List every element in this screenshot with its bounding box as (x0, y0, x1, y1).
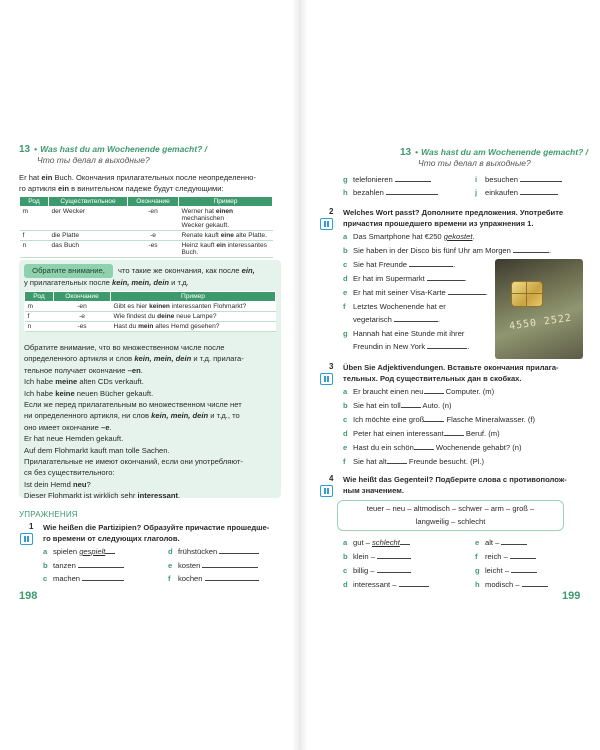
exercise-item: a gut – schlecht (343, 537, 410, 548)
answer-blank[interactable] (448, 287, 486, 295)
unit-header-right: 13 • Was hast du am Wochenende gemacht? / Что ты делал в выходные? (400, 147, 588, 168)
unit-title: Was hast du am Wochenende gemacht? / (40, 144, 207, 154)
exercise-item: h modisch – (475, 579, 548, 590)
exercise-item: b Sie haben in der Disco bis fünf Uhr am Morgen . (343, 246, 552, 255)
exercise-number: 3 (329, 362, 334, 371)
note-line-2: у прилагательных после kein, mein, dein и т.д. (24, 278, 189, 287)
answer-blank[interactable] (513, 245, 549, 253)
exercises-heading: УПРАЖНЕНИЯ (19, 510, 78, 519)
exercise-item: f kochen (168, 573, 259, 584)
note-line-1: что такие же окончания, как после ein, (118, 266, 255, 275)
exercise-item: e alt – (475, 537, 527, 548)
table-row: f -e Wie findest du deine neue Lampe? (25, 312, 276, 322)
intro-text: Er hat ein Buch. Окончания прилагательных после неопределенно- го артикля ein в винительном падеже будут следующими: (19, 173, 256, 194)
answer-blank[interactable] (399, 579, 429, 587)
answer-blank[interactable] (395, 174, 431, 182)
exercise-item: f reich – (475, 551, 536, 562)
answer-blank[interactable] (510, 551, 536, 559)
table-row: m der Wecker -en Werner hat einen mechanischen Wecker gekauft. (20, 207, 273, 231)
answer-blank[interactable] (377, 551, 411, 559)
answer-blank[interactable] (219, 546, 259, 554)
answer-blank[interactable] (78, 560, 124, 568)
table-row: n das Buch -es Heinz kauft ein interessantes Buch. (20, 241, 273, 258)
unit-title: Was hast du am Wochenende gemacht? / (421, 147, 588, 157)
exercise-item: c Sie hat Freunde . (343, 260, 456, 269)
exercise-heading: Wie heißen die Partizipien? Образуйте причастие прошедше- го времени от следующих глаголов. (43, 523, 270, 543)
answer-blank[interactable] (424, 386, 444, 394)
answer-blank[interactable] (387, 456, 407, 464)
exercise-item: j einkaufen (475, 187, 558, 198)
right-page (300, 0, 600, 750)
exercise-item: f Sie hat alt Freunde besucht. (Pl.) (343, 457, 485, 466)
answer-blank[interactable] (427, 341, 467, 349)
word-bank: teuer – neu – altmodisch – schwer – arm – groß – langweilig – schlecht (337, 500, 564, 531)
answer-blank[interactable] (520, 174, 562, 182)
table-row: f die Platte -e Renate kauft eine alte Platte. (20, 231, 273, 241)
exercise-item: vegetarisch . (353, 315, 441, 324)
grammar-explanation: Обратите внимание, что во множественном числе после определенного артикля и слов kein, mein, dein и т.д. прилага- тельное получает окончание –en. Ich habe meine alten CDs verkauft. Ich habe keine neuen Bücher gekauft. Если же перед прилагательным во множественном числе нет ни определенного артикля, ни слов kein, mein, dein и т.д., то оно имеет окончание –e. Er hat neue Hemden gekauft. Auf dem Flohmarkt kauft man tolle Sachen. Прилагательные не имеют окончаний, если они употребляют- ся без существительного: Ist dein Hemd neu? Dieser Flohmarkt ist wirklich sehr interessant. (24, 343, 244, 501)
exercise-item: c Ich möchte eine groß Flasche Mineralwasser. (f) (343, 415, 536, 424)
unit-number: 13 (400, 147, 412, 158)
exercise-item: c machen (43, 573, 124, 584)
unit-subtitle: Что ты делал в выходные? (418, 158, 531, 168)
page-number: 199 (562, 590, 581, 602)
exercise-item: i besuchen (475, 174, 562, 185)
exercise-book-icon (20, 533, 33, 545)
answer-blank[interactable] (409, 259, 453, 267)
card-chip-icon (511, 281, 543, 307)
exercise-item: a spielen gespielt (43, 546, 115, 557)
exercise-item: a Er braucht einen neu Computer. (m) (343, 387, 495, 396)
answer-blank[interactable] (424, 414, 444, 422)
answer-blank[interactable] (377, 565, 411, 573)
unit-number: 13 (19, 144, 31, 155)
exercise-book-icon (320, 218, 333, 230)
answer-blank[interactable] (205, 573, 259, 581)
exercise-item: g Hannah hat eine Stunde mit ihrer (343, 329, 465, 338)
answer-blank[interactable] (414, 442, 434, 450)
exercise-heading: Üben Sie Adjektivendungen. Вставьте окончания прилага- тельных. Род существительных дан в скобках. (343, 363, 559, 383)
exercise-item: f Letztes Wochenende hat er (343, 302, 446, 311)
exercise-book-icon (320, 373, 333, 385)
exercise-item: g leicht – (475, 565, 537, 576)
answer-blank[interactable] (522, 579, 548, 587)
answer-blank[interactable] (394, 314, 438, 322)
exercise-book-icon (320, 485, 333, 497)
table-row: n -es Hast du mein altes Hemd gesehen? (25, 322, 276, 332)
answer-blank[interactable] (386, 187, 438, 195)
answer-blank[interactable] (427, 273, 465, 281)
exercise-number: 4 (329, 474, 334, 483)
exercise-item: d Er hat im Supermarkt . (343, 274, 467, 283)
card-number: 4550 2522 (508, 312, 573, 333)
table-row: m -en Gibt es hier keinen interessanten Flohmarkt? (25, 302, 276, 312)
grammar-table-ein: Род Существительное Окончание Пример m der Wecker -en Werner hat einen mechanischen Wecker gekauft. f die Platte -e Renate kauft eine alte Platte. n das Buch -es Heinz kauft ein interessantes Buch. (19, 196, 273, 258)
answer-blank[interactable] (511, 565, 537, 573)
answer-blank[interactable] (202, 560, 258, 568)
exercise-item: c billig – (343, 565, 411, 576)
note-label: Обратите внимание, (24, 264, 113, 278)
answer-blank[interactable] (520, 187, 558, 195)
page-number: 198 (19, 590, 38, 602)
exercise-item: b Sie hat ein toll Auto. (n) (343, 401, 452, 410)
exercise-item: g telefonieren (343, 174, 431, 185)
exercise-number: 2 (329, 207, 334, 216)
answer-blank[interactable] (401, 400, 421, 408)
unit-header-left: 13 • Was hast du am Wochenende gemacht? / Что ты делал в выходные? (19, 144, 207, 165)
exercise-item: e kosten (168, 560, 258, 571)
exercise-item: h bezahlen (343, 187, 438, 198)
answer-blank[interactable] (501, 537, 527, 545)
exercise-heading: Welches Wort passt? Дополните предложения. Употребите причастия прошедшего времени из упражнения 1. (343, 208, 564, 228)
credit-card-photo (495, 259, 583, 359)
exercise-item: a Das Smartphone hat €250 gekostet. (343, 232, 475, 241)
exercise-item: d Peter hat einen interessant Beruf. (m) (343, 429, 500, 438)
exercise-item: e Hast du ein schön Wochenende gehabt? (n) (343, 443, 522, 452)
answer-blank[interactable] (82, 573, 124, 581)
exercise-item: Freundin in New York . (353, 342, 470, 351)
exercise-heading: Wie heißt das Gegenteil? Подберите слова с противополож- ным значением. (343, 475, 567, 495)
exercise-item: e Er hat mit seiner Visa-Karte . (343, 288, 488, 297)
answer-blank[interactable] (444, 428, 464, 436)
exercise-number: 1 (29, 522, 34, 531)
exercise-item: d interessant – (343, 579, 429, 590)
grammar-table-kein: Род Окончание Пример m -en Gibt es hier keinen interessanten Flohmarkt? f -e Wie findest du deine neue Lampe? n -es Hast du mein altes Hemd gesehen? (24, 291, 276, 332)
exercise-item: b tanzen (43, 560, 124, 571)
exercise-item: d frühstücken (168, 546, 259, 557)
exercise-item: b klein – (343, 551, 411, 562)
unit-subtitle: Что ты делал в выходные? (37, 155, 150, 165)
